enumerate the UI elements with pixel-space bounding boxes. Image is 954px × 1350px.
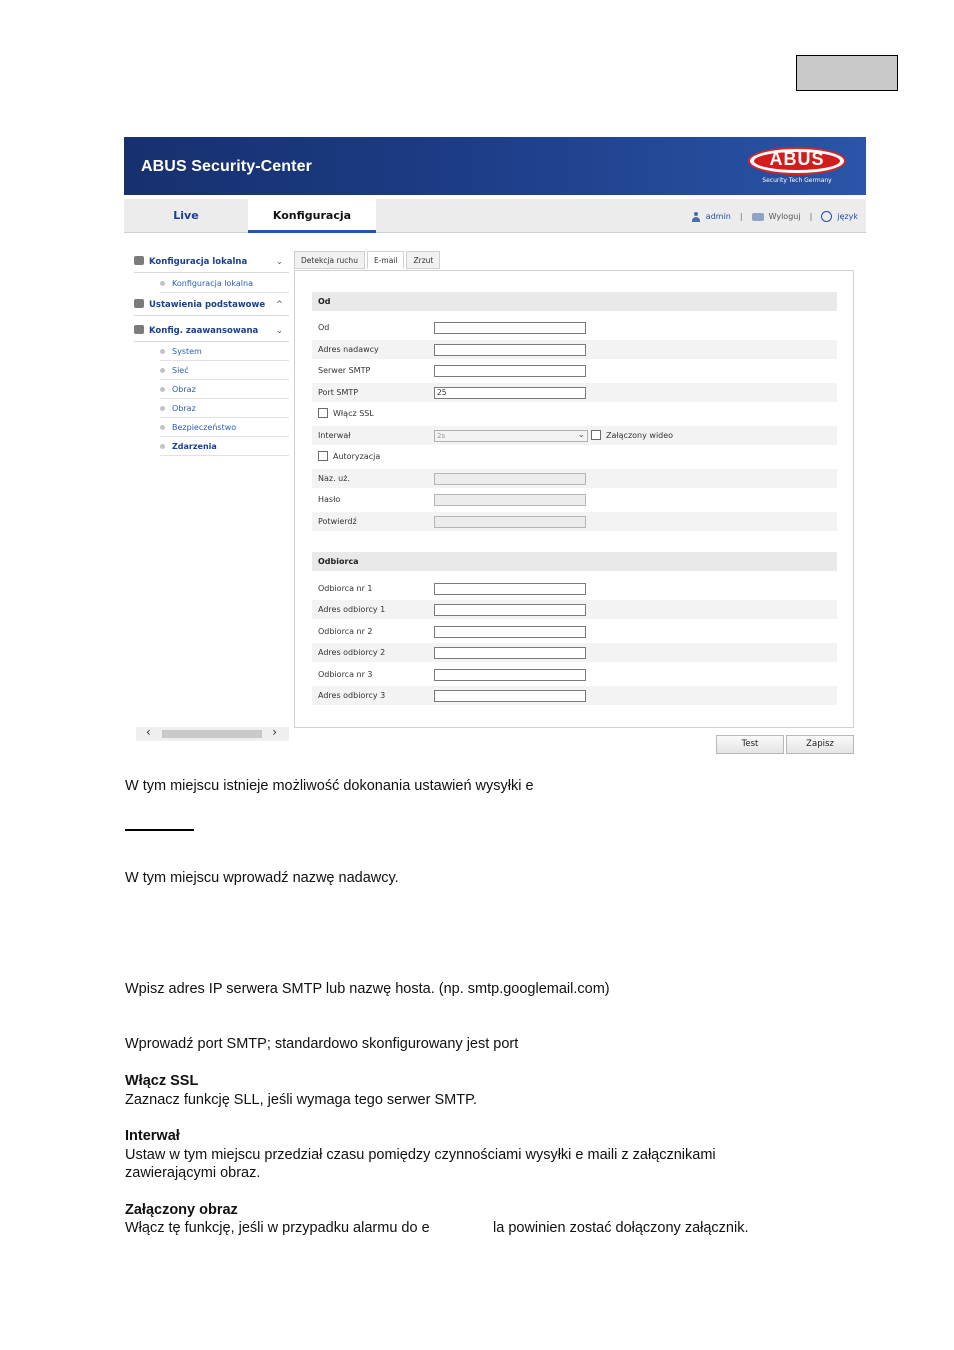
doc-paragraph-interval-2: zawierającymi obraz. — [125, 1165, 261, 1181]
sidebar-section-local[interactable]: Konfiguracja lokalna ⌄ — [134, 251, 289, 273]
recipient-1-address-input[interactable] — [434, 604, 586, 616]
abus-logo — [746, 147, 850, 185]
row-smtp-server — [312, 361, 837, 380]
doc-paragraph-smtp-port: Wprowadź port SMTP; standardowo skonfigurowany jest port — [125, 1036, 519, 1052]
group-header-recipient: Odbiorca — [312, 552, 837, 571]
row-smtp-port — [312, 383, 837, 402]
auth-checkbox[interactable] — [318, 451, 328, 461]
label-auth: Autoryzacja — [333, 452, 381, 461]
password-input[interactable] — [434, 494, 586, 506]
interval-select[interactable]: 2s ⌄ — [434, 430, 588, 442]
label-recipient-2-address: Adres odbiorcy 2 — [318, 648, 386, 657]
doc-paragraph-ssl: Zaznacz funkcję SLL, jeśli wymaga tego serwer SMTP. — [125, 1092, 477, 1108]
logo-text: ABUS — [769, 149, 825, 169]
label-password: Hasło — [318, 495, 341, 504]
label-ssl: Włącz SSL — [333, 409, 374, 418]
row-recipient-3-address — [312, 686, 837, 705]
recipient-2-address-input[interactable] — [434, 647, 586, 659]
language-link[interactable]: język — [837, 212, 858, 221]
chevron-up-icon: ^ — [275, 300, 283, 310]
doc-paragraph-attached-image-b: la powinien zostać dołączony załącznik. — [493, 1220, 749, 1236]
recipient-3-address-input[interactable] — [434, 690, 586, 702]
tab-email[interactable]: E-mail — [367, 251, 405, 269]
smtp-port-input[interactable]: 25 — [434, 387, 586, 399]
row-auth — [312, 447, 837, 466]
chevron-down-icon: ⌄ — [275, 326, 283, 336]
sidebar-section-basic[interactable]: Ustawienia podstawowe ^ — [134, 294, 289, 316]
app-header — [124, 137, 866, 195]
label-recipient-1: Odbiorca nr 1 — [318, 584, 373, 593]
subtabs — [294, 251, 442, 269]
sidebar-item-system[interactable]: System — [160, 342, 289, 361]
row-from — [312, 318, 837, 337]
app-screenshot — [124, 137, 866, 757]
logout-icon — [752, 213, 764, 221]
separator: | — [809, 212, 813, 221]
tab-motion-detection[interactable]: Detekcja ruchu — [294, 251, 365, 269]
row-recipient-2-address — [312, 643, 837, 662]
label-smtp-port: Port SMTP — [318, 388, 359, 397]
label-sender-address: Adres nadawcy — [318, 345, 379, 354]
doc-heading-interval: Interwał — [125, 1128, 180, 1144]
from-input[interactable] — [434, 322, 586, 334]
chevron-down-icon: ⌄ — [275, 257, 283, 267]
horizontal-scrollbar[interactable] — [136, 727, 289, 741]
group-header-from: Od — [312, 292, 837, 311]
tab-live[interactable]: Live — [173, 209, 199, 222]
confirm-password-input[interactable] — [434, 516, 586, 528]
row-recipient-1-address — [312, 600, 837, 619]
row-confirm — [312, 512, 837, 531]
label-from: Od — [318, 323, 330, 332]
row-recipient-3 — [312, 665, 837, 684]
label-username: Naz. uż. — [318, 474, 350, 483]
chevron-right-icon[interactable]: › — [272, 725, 277, 739]
attached-video-checkbox[interactable] — [591, 430, 601, 440]
page-tab-box — [796, 55, 898, 91]
row-recipient-2 — [312, 622, 837, 641]
underline-rule — [125, 829, 194, 831]
label-recipient-3-address: Adres odbiorcy 3 — [318, 691, 386, 700]
label-smtp-server: Serwer SMTP — [318, 366, 371, 375]
sidebar-item-image-2[interactable]: Obraz — [160, 399, 289, 418]
separator: | — [739, 212, 743, 221]
row-sender-address — [312, 340, 837, 359]
sidebar-item-local-config[interactable]: Konfiguracja lokalna — [160, 274, 289, 293]
doc-paragraph-intro: W tym miejscu istnieje możliwość dokonania ustawień wysyłki e — [125, 778, 534, 794]
sidebar-section-advanced[interactable]: Konfig. zaawansowana ⌄ — [134, 320, 289, 342]
sidebar-item-events[interactable]: Zdarzenia — [160, 437, 289, 456]
recipient-1-input[interactable] — [434, 583, 586, 595]
test-button[interactable]: Test — [716, 735, 784, 754]
sender-address-input[interactable] — [434, 344, 586, 356]
sidebar-item-image[interactable]: Obraz — [160, 380, 289, 399]
doc-heading-attached-image: Załączony obraz — [125, 1202, 238, 1218]
label-confirm: Potwierdź — [318, 517, 357, 526]
logout-link[interactable]: Wyloguj — [768, 212, 801, 221]
doc-paragraph-interval-1: Ustaw w tym miejscu przedział czasu pomiędzy czynnościami wysyłki e maili z załącznikami — [125, 1147, 716, 1163]
label-interval: Interwał — [318, 431, 351, 440]
chevron-left-icon[interactable]: ‹ — [146, 725, 151, 739]
app-title: ABUS Security-Center — [141, 158, 312, 175]
logo-subtitle: Security Tech Germany — [762, 177, 832, 184]
label-recipient-3: Odbiorca nr 3 — [318, 670, 373, 679]
row-interval — [312, 426, 837, 445]
sidebar-item-security[interactable]: Bezpieczeństwo — [160, 418, 289, 437]
tab-snapshot[interactable]: Zrzut — [406, 251, 440, 269]
username-input[interactable] — [434, 473, 586, 485]
label-recipient-2: Odbiorca nr 2 — [318, 627, 373, 636]
globe-icon — [821, 211, 832, 222]
ssl-checkbox[interactable] — [318, 408, 328, 418]
label-attached-video: Załączony wideo — [606, 431, 674, 440]
admin-link[interactable]: admin — [705, 212, 731, 221]
tab-configuration[interactable]: Konfiguracja — [248, 199, 376, 233]
label-recipient-1-address: Adres odbiorcy 1 — [318, 605, 386, 614]
row-password — [312, 490, 837, 509]
user-area — [691, 211, 858, 222]
doc-paragraph-sender: W tym miejscu wprowadź nazwę nadawcy. — [125, 870, 399, 886]
sidebar-item-network[interactable]: Sieć — [160, 361, 289, 380]
scrollbar-thumb[interactable] — [162, 730, 262, 738]
monitor-icon — [134, 256, 144, 265]
settings-icon — [134, 299, 144, 308]
doc-paragraph-smtp-server: Wpisz adres IP serwera SMTP lub nazwę hosta. (np. smtp.googlemail.com) — [125, 981, 610, 997]
smtp-server-input[interactable] — [434, 365, 586, 377]
wrench-icon — [134, 325, 144, 334]
recipient-3-input[interactable] — [434, 669, 586, 681]
row-recipient-1 — [312, 579, 837, 598]
top-navbar — [124, 199, 866, 233]
row-ssl — [312, 404, 837, 423]
user-icon — [691, 212, 701, 222]
row-username — [312, 469, 837, 488]
doc-paragraph-attached-image-a: Włącz tę funkcję, jeśli w przypadku alarmu do e — [125, 1220, 430, 1236]
save-button[interactable]: Zapisz — [786, 735, 854, 754]
email-settings-panel — [294, 270, 854, 728]
recipient-2-input[interactable] — [434, 626, 586, 638]
chevron-down-icon: ⌄ — [577, 430, 585, 440]
doc-heading-ssl: Włącz SSL — [125, 1073, 199, 1089]
